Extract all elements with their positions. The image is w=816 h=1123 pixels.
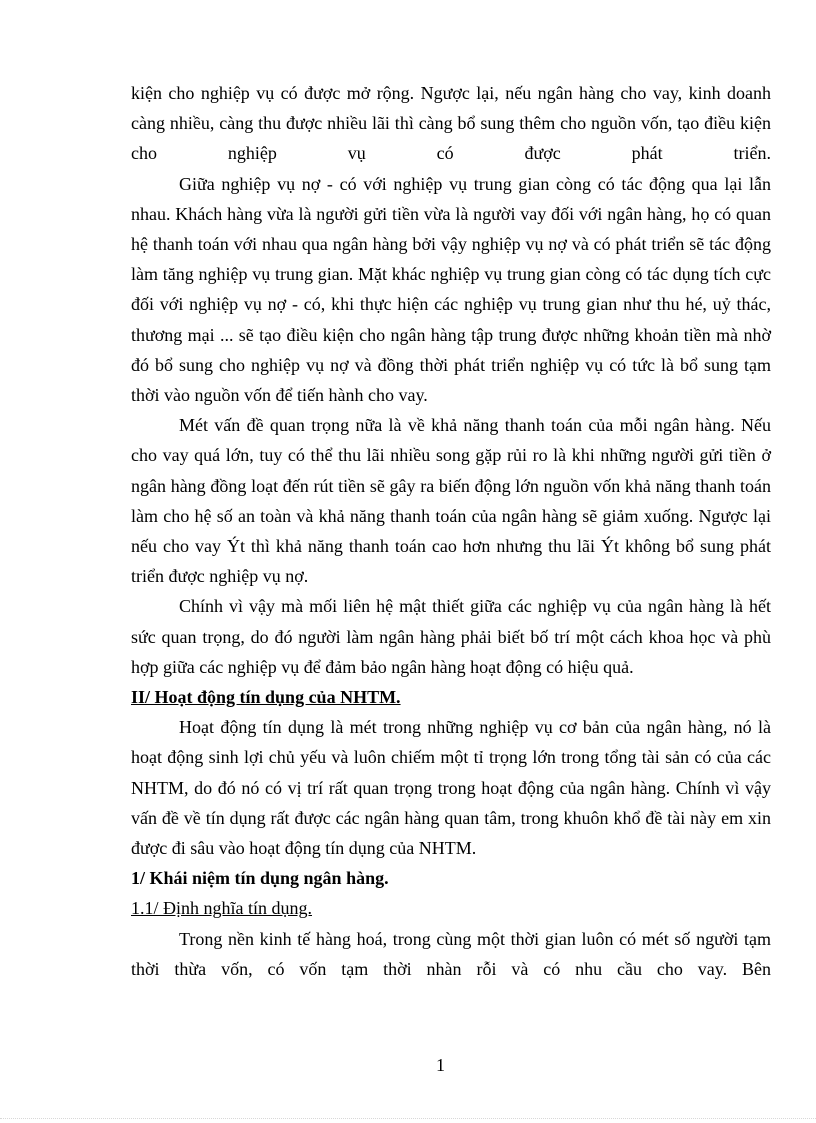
paragraph-credit-definition: Trong nền kinh tế hàng hoá, trong cùng một thời gian luôn có mét số người tạm thời thừa vốn, có vốn tạm thời nhàn rỗi và có nhu cầu cho vay. Bên xyxy=(131,928,771,979)
body-text xyxy=(131,78,771,984)
page-bottom-divider xyxy=(0,1118,816,1119)
heading-section-1-1: 1.1/ Định nghĩa tín dụng. xyxy=(131,898,312,919)
paragraph-credit-activity: Hoạt động tín dụng là mét trong những nghiệp vụ cơ bản của ngân hàng, nó là hoạt động sinh lợi chủ yếu và luôn chiếm một tỉ trọng lớn trong tổng tài sản có của các NHTM, do đó nó có vị trí rất quan trọng trong hoạt động của ngân hàng. Chính vì vậy vấn đề về tín dụng rất được các ngân hàng quan tâm, trong khuôn khổ đề tài này em xin được đi sâu vào hoạt động tín dụng của NHTM. xyxy=(131,717,771,859)
paragraph-intermediary-relations: Giữa nghiệp vụ nợ - có với nghiệp vụ trung gian còng có tác động qua lại lẫn nhau. Khách hàng vừa là người gửi tiền vừa là người vay đối với ngân hàng, họ có quan hệ thanh toán với nhau qua ngân hàng bởi vậy nghiệp vụ nợ và có phát triển sẽ tác động làm tăng nghiệp vụ trung gian. Mặt khác nghiệp vụ trung gian còng có tác dụng tích cực đối với nghiệp vụ nợ - có, khi thực hiện các nghiệp vụ trung gian như thu hé, uỷ thác, thương mại ... sẽ tạo điều kiện cho ngân hàng tập trung được những khoản tiền mà nhờ đó bổ sung cho nghiệp vụ nợ và đồng thời phát triển nghiệp vụ có tức là bổ sung tạm thời vào nguồn vốn để tiến hành cho vay. xyxy=(131,173,771,406)
paragraph-conclusion: Chính vì vậy mà mối liên hệ mật thiết giữa các nghiệp vụ của ngân hàng là hết sức quan trọng, do đó người làm ngân hàng phải biết bố trí một cách khoa học và phù hợp giữa các nghiệp vụ để đảm bảo ngân hàng hoạt động có hiệu quả. xyxy=(131,596,771,677)
heading-section-1: 1/ Khái niệm tín dụng ngân hàng. xyxy=(131,868,389,889)
page-number: 1 xyxy=(436,1055,445,1075)
paragraph-continuation: kiện cho nghiệp vụ có được mở rộng. Ngược lại, nếu ngân hàng cho vay, kinh doanh càng nhiều, càng thu được nhiều lãi thì càng bổ sung thêm cho nguồn vốn, tạo điều kiện cho nghiệp vụ có được phát triển. xyxy=(131,83,771,164)
heading-section-ii: II/ Hoạt động tín dụng của NHTM. xyxy=(131,687,401,708)
paragraph-liquidity: Mét vấn đề quan trọng nữa là về khả năng thanh toán của mỗi ngân hàng. Nếu cho vay quá lớn, tuy có thể thu lãi nhiều song gặp rủi ro là khi những người gửi tiền ở ngân hàng đồng loạt đến rút tiền sẽ gây ra biến động lớn nguồn vốn khả năng thanh toán làm cho hệ số an toàn và khả năng thanh toán của ngân hàng sẽ giảm xuống. Ngược lại nếu cho vay Ýt thì khả năng thanh toán cao hơn nhưng thu lãi Ýt không bổ sung phát triển được nghiệp vụ nợ. xyxy=(131,415,771,587)
